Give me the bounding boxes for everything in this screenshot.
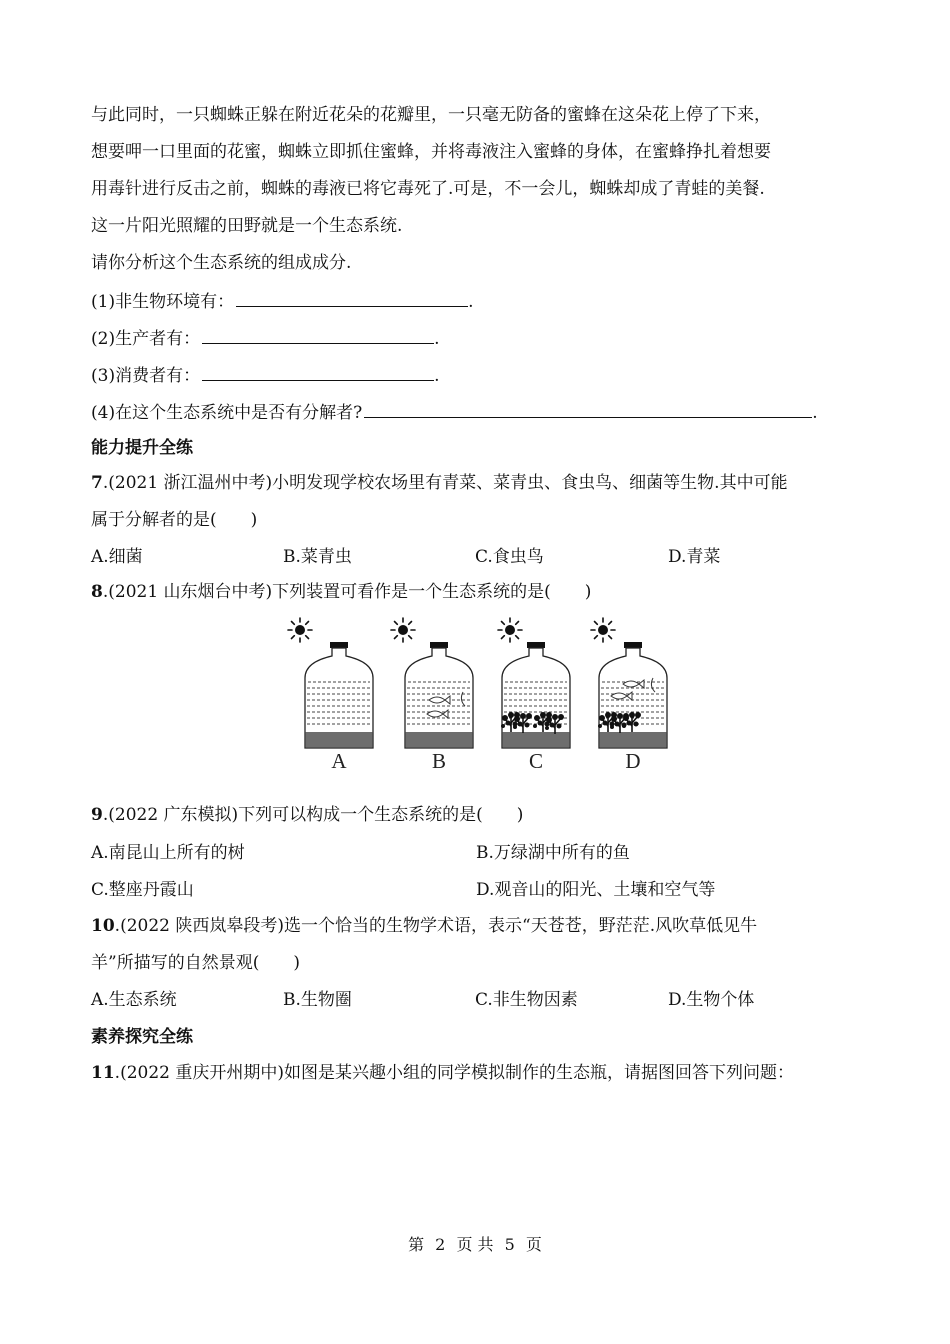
q7-stem-line-2: 属于分解者的是( ) — [91, 510, 258, 530]
q6-part-1-label: (1)非生物环境有： — [91, 292, 235, 312]
q6-part-3-end: . — [434, 366, 440, 386]
q6-part-2 — [91, 325, 861, 351]
q8-number: 8 — [91, 582, 103, 602]
sun-icon — [498, 618, 522, 642]
q7-number: 7 — [91, 473, 103, 493]
q11-stem-text: .(2022 重庆开州期中)如图是某兴趣小组的同学模拟制作的生态瓶，请据图回答下列问题： — [114, 1063, 795, 1083]
jar-c — [498, 618, 570, 748]
q10-stem-line-1 — [91, 914, 861, 938]
jar-label-d: D — [625, 749, 641, 773]
q6-part-4-blank[interactable] — [364, 399, 812, 418]
q8-stem — [91, 580, 861, 604]
q10-stem-text-1: .(2022 陕西岚皋段考)选一个恰当的生物学术语，表示“天苍苍，野茫茫.风吹草低见牛 — [114, 916, 758, 936]
current-page-number: 2 — [435, 1235, 446, 1254]
q6-part-1-end: . — [468, 292, 474, 312]
total-pages: 5 — [504, 1235, 515, 1254]
q9-option-b[interactable]: B.万绿湖中所有的鱼 — [476, 843, 630, 863]
q6-part-3-blank[interactable] — [202, 362, 434, 381]
sun-icon — [391, 618, 415, 642]
sun-icon — [591, 618, 615, 642]
q6-part-4 — [91, 399, 861, 425]
q9-option-a[interactable]: A.南昆山上所有的树 — [91, 843, 245, 863]
q9-number: 9 — [91, 805, 103, 825]
q9-option-c[interactable]: C.整座丹霞山 — [91, 880, 194, 900]
q6-part-2-end: . — [434, 329, 440, 349]
section-heading-literacy: 素养探究全练 — [91, 1027, 193, 1047]
q10-option-a[interactable]: A.生态系统 — [91, 990, 177, 1010]
footer-suffix: 页 — [525, 1235, 542, 1254]
q7-option-d[interactable]: D.青菜 — [668, 547, 721, 567]
passage-line-4: 这一片阳光照耀的田野就是一个生态系统. — [91, 216, 403, 236]
q7-stem-line-1 — [91, 471, 861, 495]
passage-line-5: 请你分析这个生态系统的组成成分. — [91, 253, 352, 273]
jar-b — [391, 618, 473, 748]
q9-option-d[interactable]: D.观音山的阳光、土壤和空气等 — [476, 880, 716, 900]
q10-option-d[interactable]: D.生物个体 — [668, 990, 755, 1010]
jar-d — [591, 618, 667, 748]
q6-part-2-label: (2)生产者有： — [91, 329, 201, 349]
q9-stem-text: .(2022 广东模拟)下列可以构成一个生态系统的是( ) — [102, 805, 524, 825]
q7-stem-text-1: .(2021 浙江温州中考)小明发现学校农场里有青菜、菜青虫、食虫鸟、细菌等生物.其中可能 — [102, 473, 788, 493]
jar-label-a: A — [331, 749, 347, 773]
passage-line-1: 与此同时，一只蜘蛛正躲在附近花朵的花瓣里，一只毫无防备的蜜蜂在这朵花上停了下来， — [91, 105, 771, 125]
passage-line-3: 用毒针进行反击之前，蜘蛛的毒液已将它毒死了.可是，不一会儿，蜘蛛却成了青蛙的美餐. — [91, 179, 765, 199]
q10-option-b[interactable]: B.生物圈 — [283, 990, 352, 1010]
q9-stem — [91, 803, 861, 827]
footer-prefix: 第 — [408, 1235, 425, 1254]
q11-stem — [91, 1061, 861, 1085]
q6-part-1 — [91, 288, 861, 314]
passage-line-2: 想要呷一口里面的花蜜，蜘蛛立即抓住蜜蜂，并将毒液注入蜜蜂的身体，在蜜蜂挣扎着想要 — [91, 142, 771, 162]
sun-icon — [288, 618, 312, 642]
q10-option-c[interactable]: C.非生物因素 — [475, 990, 578, 1010]
q6-part-3 — [91, 362, 861, 388]
section-heading-ability: 能力提升全练 — [91, 438, 193, 458]
jar-label-b: B — [431, 749, 447, 773]
jars-figure — [285, 612, 685, 782]
q11-number: 11 — [91, 1063, 115, 1083]
q10-stem-line-2: 羊”所描写的自然景观( ) — [91, 953, 300, 973]
q6-part-4-label: (4)在这个生态系统中是否有分解者? — [91, 403, 363, 423]
q7-option-b[interactable]: B.菜青虫 — [283, 547, 352, 567]
q7-option-a[interactable]: A.细菌 — [91, 547, 143, 567]
q6-part-4-end: . — [812, 403, 818, 423]
q10-number: 10 — [91, 916, 115, 936]
footer-middle: 页 共 — [456, 1235, 494, 1254]
page-footer — [0, 1233, 950, 1257]
q8-stem-text: .(2021 山东烟台中考)下列装置可看作是一个生态系统的是( ) — [102, 582, 592, 602]
q7-option-c[interactable]: C.食虫鸟 — [475, 547, 544, 567]
jar-label-c: C — [528, 749, 544, 773]
jar-a — [288, 618, 373, 748]
q6-part-2-blank[interactable] — [202, 325, 434, 344]
q6-part-1-blank[interactable] — [236, 288, 468, 307]
q6-part-3-label: (3)消费者有： — [91, 366, 201, 386]
